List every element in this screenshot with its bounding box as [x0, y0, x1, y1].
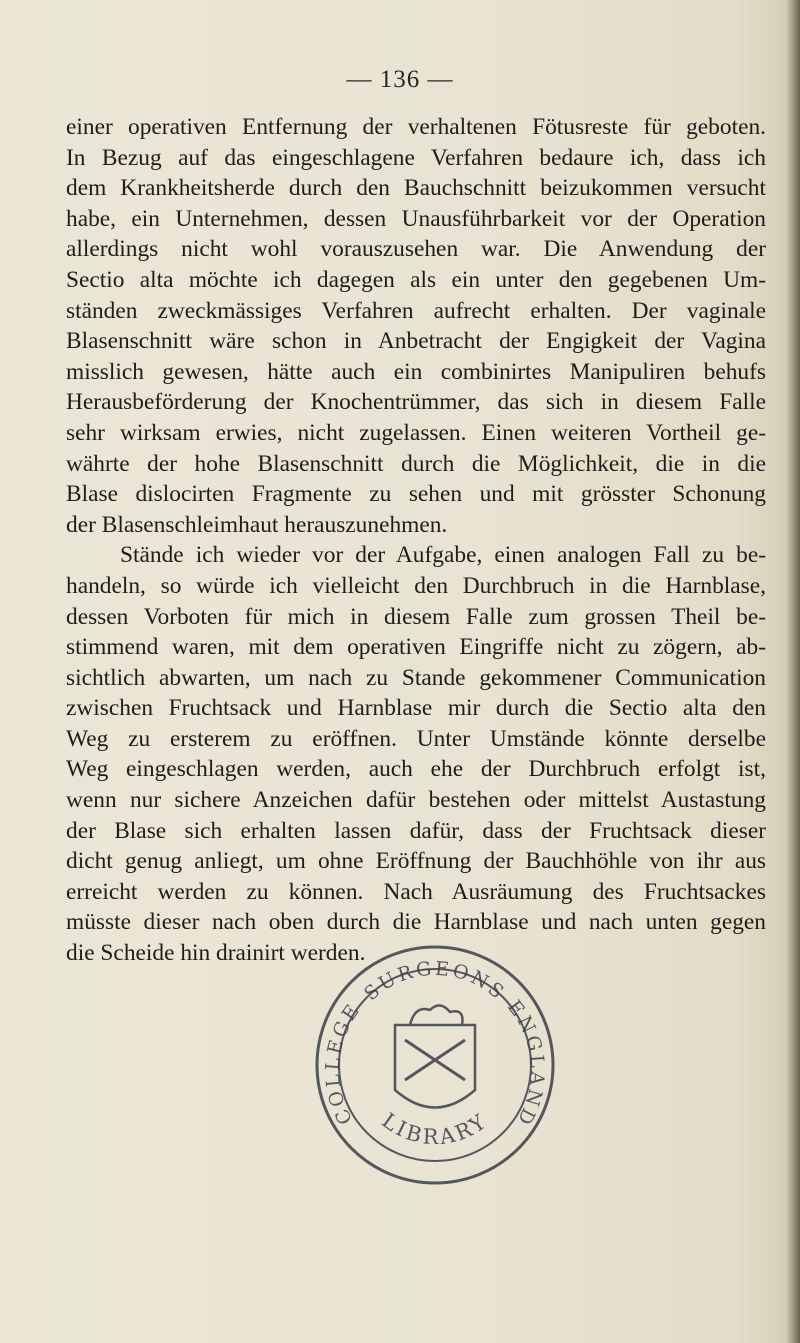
text-line: der Blasenschleimhaut herauszunehmen. [66, 511, 448, 538]
crest-cross-icon [405, 1040, 465, 1080]
body-text [66, 112, 766, 969]
text-line: die Scheide hin drainirt werden. [66, 940, 366, 967]
text-line: misslich gewesen, hätte auch ein combinirtes Manipuliren behufs [66, 358, 766, 385]
text-line: dessen Vorboten für mich in diesem Falle zum grossen Theil be- [66, 603, 766, 630]
text-line: sichtlich abwarten, um nach zu Stande gekommener Communication [66, 664, 766, 691]
crest-helm-icon [410, 1005, 463, 1025]
text-line: stimmend waren, mit dem operativen Eingriffe nicht zu zögern, ab- [66, 634, 766, 661]
text-line: In Bezug auf das eingeschlagene Verfahren bedaure ich, dass ich [66, 144, 766, 171]
text-line: einer operativen Entfernung der verhaltenen Fötusreste für geboten. [66, 114, 766, 140]
page-number: — 136 — [346, 66, 454, 93]
text-line: Stände ich wieder vor der Aufgabe, einen analogen Fall zu be- [120, 542, 766, 569]
text-line: allerdings nicht wohl vorauszusehen war. Die Anwendung der [66, 236, 766, 263]
text-line: Weg eingeschlagen werden, auch ehe der Durchbruch erfolgt ist, [66, 756, 766, 783]
stamp-bottom-text: LIBRARY [377, 1108, 493, 1150]
text-line: Blasenschnitt wäre schon in Anbetracht der Engigkeit der Vagina [66, 328, 766, 355]
crest-shield-icon [395, 1025, 475, 1108]
text-line: sehr wirksam erwies, nicht zugelassen. Einen weiteren Vortheil ge- [66, 419, 766, 446]
text-line: Blase dislocirten Fragmente zu sehen und mit grösster Schonung [66, 481, 766, 508]
text-line: zwischen Fruchtsack und Harnblase mir durch die Sectio alta den [66, 695, 766, 722]
text-line: währte der hohe Blasenschnitt durch die Möglichkeit, die in die [66, 450, 766, 477]
stamp-left-text: COLLEGE [321, 998, 366, 1128]
page-binding-shadow [786, 0, 800, 1343]
library-stamp [300, 930, 570, 1200]
text-line: wenn nur sichere Anzeichen dafür bestehen oder mittelst Austastung [66, 787, 766, 814]
text-line: habe, ein Unternehmen, dessen Unausführbarkeit vor der Operation [66, 205, 766, 232]
text-line: handeln, so würde ich vielleicht den Durchbruch in die Harnblase, [66, 572, 766, 599]
text-line: Herausbeförderung der Knochentrümmer, das sich in diesem Falle [66, 389, 766, 416]
text-line: müsste dieser nach oben durch die Harnblase und nach unten gegen [66, 909, 766, 936]
text-line: der Blase sich erhalten lassen dafür, dass der Fruchtsack dieser [66, 817, 766, 844]
text-line: dem Krankheitsherde durch den Bauchschnitt beizukommen versucht [66, 175, 766, 202]
stamp-right-text: ENGLAND [502, 996, 549, 1131]
text-line: Weg zu ersterem zu eröffnen. Unter Umstände könnte derselbe [66, 725, 766, 752]
text-line: erreicht werden zu können. Nach Ausräumung des Fruchtsackes [66, 878, 766, 905]
stamp-top-text: SURGEONS [360, 957, 510, 1006]
text-line: ständen zweckmässiges Verfahren aufrecht erhalten. Der vaginale [66, 297, 766, 324]
text-line: Sectio alta möchte ich dagegen als ein unter den gegebenen Um- [66, 266, 766, 293]
text-line: dicht genug anliegt, um ohne Eröffnung der Bauchhöhle von ihr aus [66, 848, 766, 875]
